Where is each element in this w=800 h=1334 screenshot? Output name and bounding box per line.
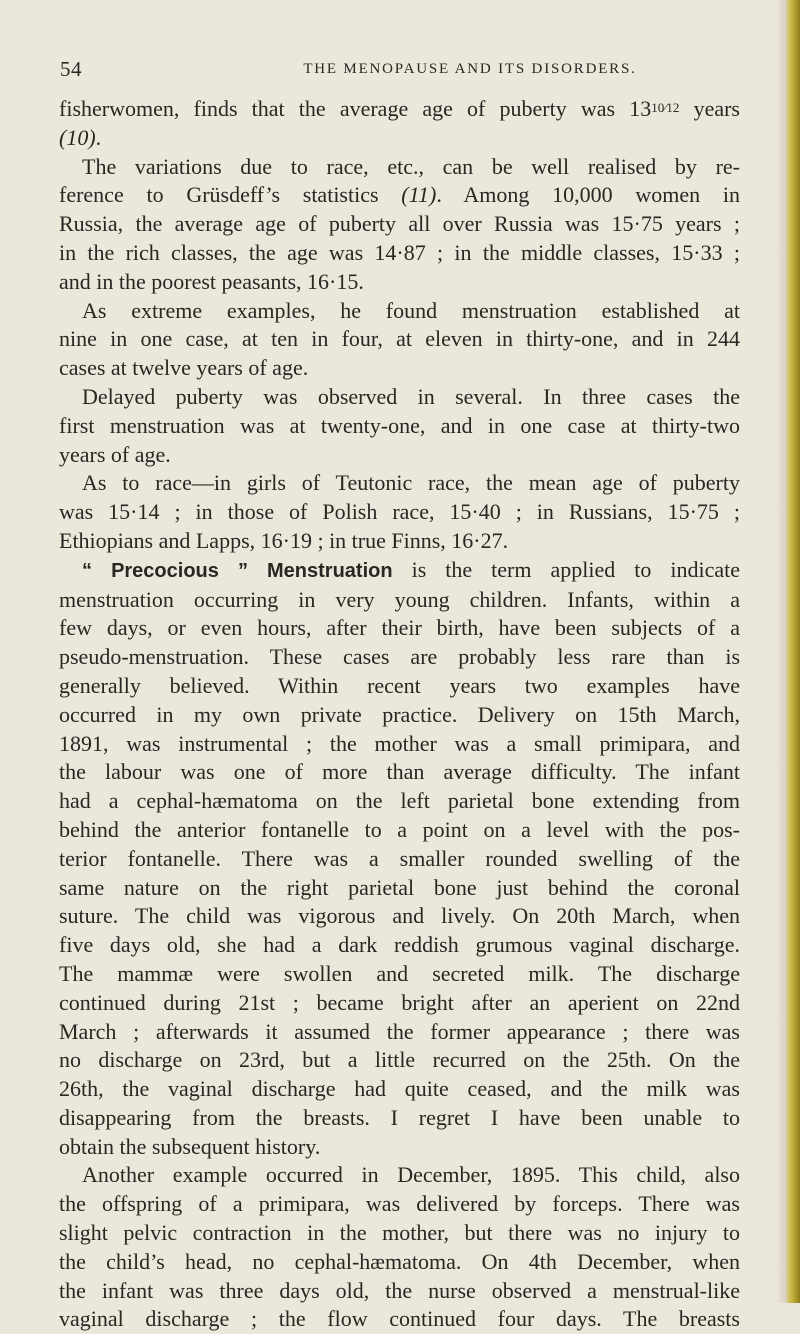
text-span: . Among 10,000 women in	[436, 182, 740, 208]
paragraph	[59, 383, 740, 469]
text-line: disappearing from the breasts. I regret I have been unable to	[59, 1104, 740, 1130]
fraction: 10⁄12	[651, 100, 680, 115]
text-line: was 15·14 ; in those of Polish race, 15·40 ; in Russians, 15·75 ;	[59, 499, 740, 525]
page-header	[60, 57, 740, 87]
text-line: the labour was one of more than average difficulty. The infant	[59, 759, 740, 785]
text-line: As to race—in girls of Teutonic race, the mean age of puberty	[82, 470, 740, 496]
citation: (10)	[59, 124, 96, 150]
text-line: no discharge on 23rd, but a little recurred on the 25th. On the	[59, 1047, 740, 1073]
text-line: occurred in my own private practice. Delivery on 15th March,	[59, 701, 740, 727]
text-line: menstruation occurring in very young children. Infants, within a	[59, 586, 740, 612]
text-line: few days, or even hours, after their birth, have been subjects of a	[59, 615, 740, 641]
text-line: 26th, the vaginal discharge had quite ceased, and the milk was	[59, 1076, 740, 1102]
paragraph	[59, 1161, 740, 1334]
paragraph	[59, 153, 740, 297]
text-line: pseudo-menstruation. These cases are probably less rare than is	[59, 644, 740, 670]
text-line: the offspring of a primipara, was delivered by forceps. There was	[59, 1191, 740, 1217]
citation: (11)	[401, 182, 437, 208]
section-heading: “ Precocious ” Menstruation	[82, 559, 393, 582]
text-line: obtain the subsequent history.	[59, 1133, 321, 1159]
paragraph	[59, 94, 740, 153]
text-line: continued during 21st ; became bright after an aperient on 22nd	[59, 989, 740, 1015]
text-line: the child’s head, no cephal-hæmatoma. On 4th December, when	[59, 1248, 740, 1274]
text-span: is the term applied to indicate	[392, 556, 740, 582]
text-line	[59, 94, 740, 124]
paragraph	[59, 297, 740, 383]
text-line: terior fontanelle. There was a smaller rounded swelling of the	[59, 845, 740, 871]
text-line: cases at twelve years of age.	[59, 355, 309, 381]
text-line: generally believed. Within recent years two examples have	[59, 672, 740, 698]
text-line: The mammæ were swollen and secreted milk. The discharge	[59, 960, 740, 986]
page-number: 54	[60, 57, 82, 81]
paragraph	[59, 469, 740, 555]
text-line: As extreme examples, he found menstruation established at	[82, 297, 740, 323]
text-line: Russia, the average age of puberty all over Russia was 15·75 years ;	[59, 211, 740, 237]
text-line: 1891, was instrumental ; the mother was a small primipara, and	[59, 730, 740, 756]
page-edge	[786, 0, 800, 1303]
text-line: Another example occurred in December, 1895. This child, also	[82, 1162, 740, 1188]
text-line: and in the poorest peasants, 16·15.	[59, 268, 364, 294]
text-line: behind the anterior fontanelle to a point on a level with the pos-	[59, 816, 740, 842]
body-text	[59, 94, 740, 1334]
text-line: same nature on the right parietal bone just behind the coronal	[59, 874, 740, 900]
text-line: March ; afterwards it assumed the former appearance ; there was	[59, 1018, 740, 1044]
text-line: Delayed puberty was observed in several. In three cases the	[82, 383, 740, 409]
text-line: Ethiopians and Lapps, 16·19 ; in true Finns, 16·27.	[59, 527, 509, 553]
text-line: in the rich classes, the age was 14·87 ; in the middle classes, 15·33 ;	[59, 239, 740, 265]
text-line	[59, 124, 740, 153]
text-line: first menstruation was at twenty-one, and in one case at thirty-two	[59, 412, 740, 438]
text-line: had a cephal-hæmatoma on the left parietal bone extending from	[59, 788, 740, 814]
text-span: ference to Grüsdeff’s statistics	[59, 182, 402, 208]
text-line: vaginal discharge ; the flow continued four days. The breasts	[59, 1306, 740, 1332]
text-line: The variations due to race, etc., can be well realised by re-	[82, 153, 740, 179]
page-gutter-shadow	[776, 0, 786, 1303]
paragraph	[59, 556, 740, 1162]
text-line	[59, 556, 740, 586]
text-line: years of age.	[59, 441, 171, 467]
text-span: fisherwomen, finds that the average age of puberty was 13	[59, 96, 652, 121]
text-line: slight pelvic contraction in the mother, but there was no injury to	[59, 1220, 740, 1246]
running-title: THE MENOPAUSE AND ITS DISORDERS.	[303, 61, 637, 77]
text-line: five days old, she had a dark reddish grumous vaginal discharge.	[59, 932, 740, 958]
text-span: years	[679, 96, 740, 121]
text-line: suture. The child was vigorous and lively. On 20th March, when	[59, 903, 740, 929]
text-line: nine in one case, at ten in four, at eleven in thirty-one, and in 244	[59, 326, 740, 352]
text-line: the infant was three days old, the nurse observed a menstrual-like	[59, 1277, 740, 1303]
text-span: .	[95, 124, 102, 150]
text-line	[59, 181, 740, 210]
